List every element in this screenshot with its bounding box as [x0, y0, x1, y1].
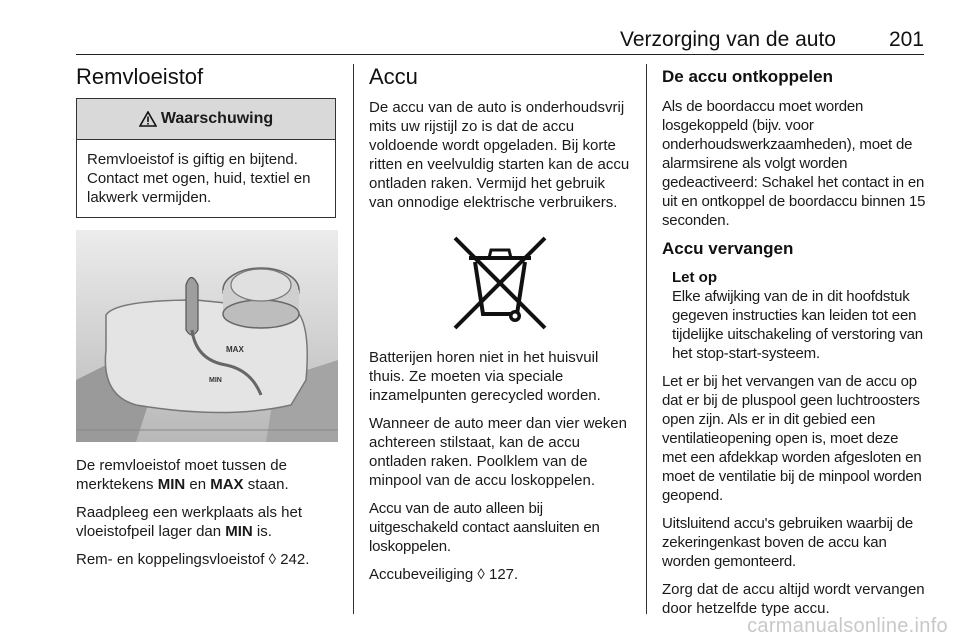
page-ref-arrow-icon: ◊ — [268, 551, 281, 568]
warning-header — [77, 99, 335, 140]
section-heading-brake-fluid: Remvloeistof — [76, 64, 204, 89]
text-level-marks: De remvloeistof moet tussen de merktekens MIN en MAX staan. — [76, 457, 289, 493]
column-divider — [353, 64, 354, 614]
section-heading-disconnect: De accu ontkoppelen — [662, 67, 833, 86]
text-fluid-reference: Rem- en koppelingsvloeistof ◊ 242. — [76, 551, 310, 568]
note-text: Elke afwijking van de in dit hoofdstuk gegeven instructies kan leiden tot een tijdelijke uitschakeling of verstoring van het stop-start-systeem. — [672, 288, 923, 362]
warning-title: Waarschuwing — [160, 110, 274, 127]
warning-box — [76, 98, 336, 218]
page-ref-link[interactable]: 242. — [280, 551, 310, 568]
section-heading-battery: Accu — [369, 64, 418, 89]
watermark: carmanualsonline.info — [747, 615, 948, 637]
text-recycling: Batterijen horen niet in het huisvuil thuis. Ze moeten via speciale inzamelpunten gerecycled worden. — [369, 349, 601, 404]
text-fuse-box: Uitsluitend accu's gebruiken waarbij de zekeringenkast boven de accu kan worden gemonteerd. — [662, 515, 914, 570]
page-ref-link[interactable]: 127. — [489, 566, 519, 583]
page-ref-arrow-icon: ◊ — [477, 566, 489, 583]
text-vent-openings: Let er bij het vervangen van de accu op dat er bij de pluspool geen luchtroosters open zijn. Als er in dit gebied een ventilatieopening open is, moet deze met een afdekkap worden afgesloten en moet de ventilatie bij de minpool worden geopend. — [662, 373, 922, 504]
text-connect-disconnect: Accu van de auto alleen bij uitgeschakeld contact aansluiten en loskoppelen. — [369, 500, 600, 555]
text-same-type: Zorg dat de accu altijd wordt vervangen door hetzelfde type accu. — [662, 581, 925, 617]
min-mark-label: MIN — [209, 377, 222, 384]
text-battery-protection-ref: Accubeveiliging ◊ 127. — [369, 566, 519, 583]
text-disconnect-procedure: Als de boordaccu moet worden losgekoppeld (bijv. voor onderhoudswerkzaamheden), moet de alarmsirene als volgt worden gedeactiveerd: Schakel het contact in en uit en ontkoppel de boordaccu binnen 15 seconden. — [662, 98, 926, 229]
crossed-out-bin-icon — [445, 230, 555, 334]
text-battery-intro: De accu van de auto is onderhoudsvrij mits uw rijstijl zo is dat de accu voldoende wordt opgeladen. Bij korte ritten en veelvuldig starten kan de accu ontladen raken. Vermijd het gebruik van onnodige elektrische verbruikers. — [369, 99, 630, 211]
column-divider — [646, 64, 647, 614]
brake-fluid-reservoir-image — [76, 230, 338, 442]
text-consult-workshop: Raadpleeg een werkplaats als het vloeistofpeil lager dan MIN is. — [76, 504, 302, 540]
warning-triangle-icon — [139, 111, 157, 127]
warning-text: Remvloeistof is giftig en bijtend. Contact met ogen, huid, textiel en lakwerk vermijden. — [87, 151, 311, 206]
header-title: Verzorging van de auto — [620, 28, 836, 51]
page-number: 201 — [888, 28, 924, 51]
note-block — [662, 269, 926, 363]
column-battery-disconnect — [662, 64, 926, 627]
text-long-standstill: Wanneer de auto meer dan vier weken achtereen stilstaat, kan de accu ontladen raken. Poolklem van de minpool van de accu loskoppelen. — [369, 415, 627, 489]
max-mark-label: MAX — [226, 345, 244, 354]
note-title: Let op — [672, 269, 717, 286]
section-heading-replace: Accu vervangen — [662, 239, 794, 258]
column-brake-fluid — [76, 64, 338, 578]
column-battery — [369, 64, 633, 593]
page-header — [76, 24, 924, 55]
